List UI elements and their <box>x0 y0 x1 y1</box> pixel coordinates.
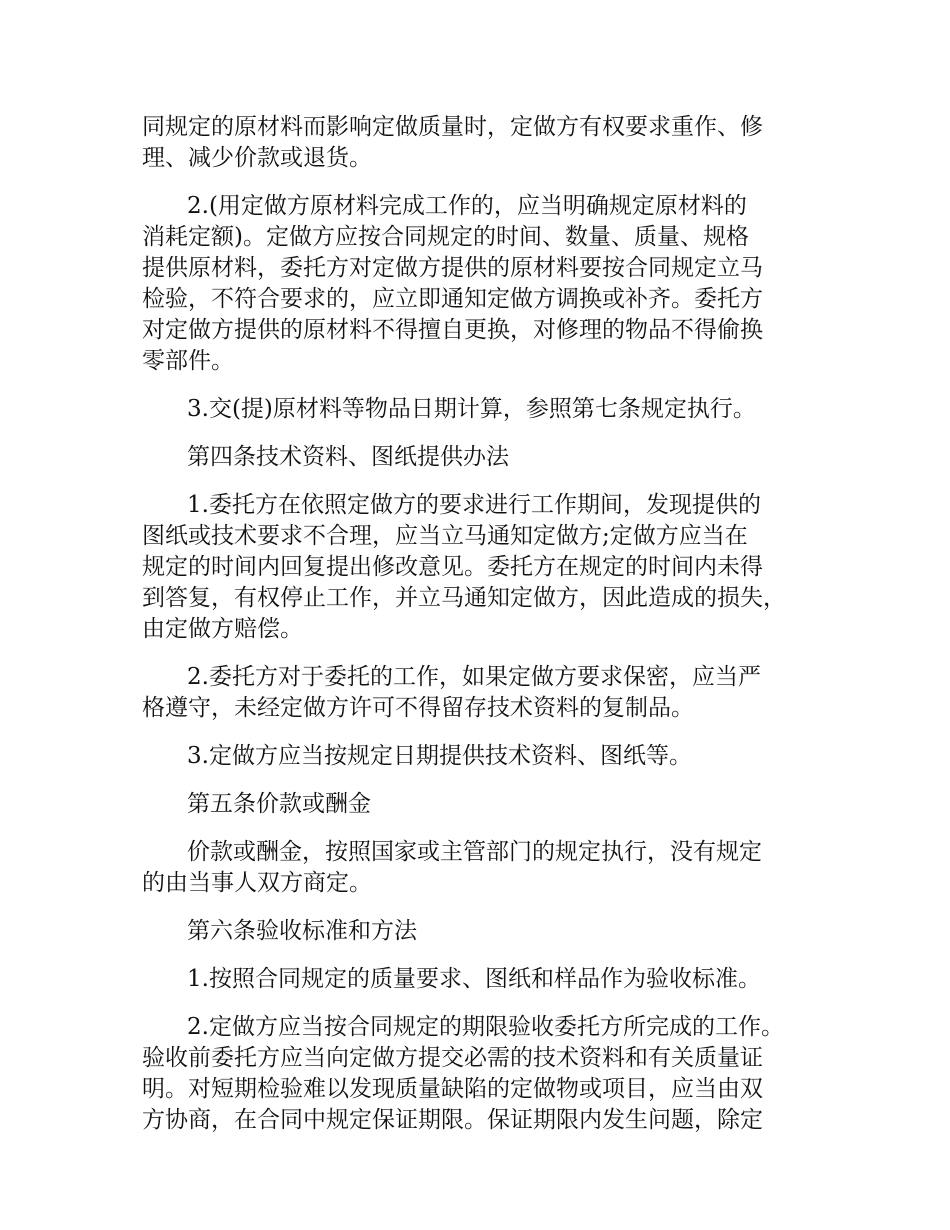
section-heading-4 <box>142 442 832 473</box>
paragraph-9 <box>142 837 832 899</box>
text-line: 格遵守，未经定做方许可不得留存技术资料的复制品。 <box>142 695 694 721</box>
paragraph-3 <box>142 394 832 425</box>
section-heading: 第六条验收标准和方法 <box>187 918 417 944</box>
text-line: 1.委托方在依照定做方的要求进行工作期间，发现提供的 <box>187 492 761 518</box>
text-line: 规定的时间内回复提出修改意见。委托方在规定的时间内未得 <box>142 554 763 580</box>
text-line: 同规定的原材料而影响定做质量时，定做方有权要求重作、修 <box>142 114 763 140</box>
text-line: 2.定做方应当按合同规定的期限验收委托方所完成的工作。 <box>187 1014 784 1040</box>
text-line: 对定做方提供的原材料不得擅自更换，对修理的物品不得偷换 <box>142 317 763 343</box>
paragraph-5 <box>142 490 832 645</box>
section-heading: 第五条价款或酬金 <box>187 791 371 817</box>
section-heading: 第四条技术资料、图纸提供办法 <box>187 444 509 470</box>
text-line: 2.(用定做方原材料完成工作的，应当明确规定原材料的 <box>187 193 747 219</box>
paragraph-1 <box>142 112 832 174</box>
paragraph-6 <box>142 662 832 724</box>
paragraph-2 <box>142 191 832 377</box>
text-line: 由定做方赔偿。 <box>142 616 303 642</box>
text-line: 消耗定额)。定做方应按合同规定的时间、数量、质量、规格 <box>142 224 749 250</box>
document-body <box>142 112 832 1153</box>
section-heading-5 <box>142 789 832 820</box>
text-line: 价款或酬金，按照国家或主管部门的规定执行，没有规定 <box>187 839 762 865</box>
text-line: 3.定做方应当按规定日期提供技术资料、图纸等。 <box>187 743 692 769</box>
text-line: 方协商，在合同中规定保证期限。保证期限内发生问题，除定 <box>142 1107 763 1133</box>
text-line: 理、减少价款或退货。 <box>142 145 372 171</box>
text-line: 1.按照合同规定的质量要求、图纸和样品作为验收标准。 <box>187 966 761 992</box>
paragraph-11 <box>142 964 832 995</box>
text-line: 验收前委托方应当向定做方提交必需的技术资料和有关质量证 <box>142 1045 763 1071</box>
text-line: 2.委托方对于委托的工作，如果定做方要求保密，应当严 <box>187 664 761 690</box>
text-line: 图纸或技术要求不合理，应当立马通知定做方;定做方应当在 <box>142 523 748 549</box>
text-line: 提供原材料，委托方对定做方提供的原材料要按合同规定立马 <box>142 255 763 281</box>
paragraph-7 <box>142 741 832 772</box>
paragraph-12 <box>142 1012 832 1136</box>
text-line: 零部件。 <box>142 348 234 374</box>
text-line: 的由当事人双方商定。 <box>142 870 372 896</box>
text-line: 检验，不符合要求的，应立即通知定做方调换或补齐。委托方 <box>142 286 763 312</box>
text-line: 到答复，有权停止工作，并立马通知定做方，因此造成的损失， <box>142 585 786 611</box>
text-line: 明。对短期检验难以发现质量缺陷的定做物或项目，应当由双 <box>142 1076 763 1102</box>
section-heading-6 <box>142 916 832 947</box>
text-line: 3.交(提)原材料等物品日期计算，参照第七条规定执行。 <box>187 396 756 422</box>
